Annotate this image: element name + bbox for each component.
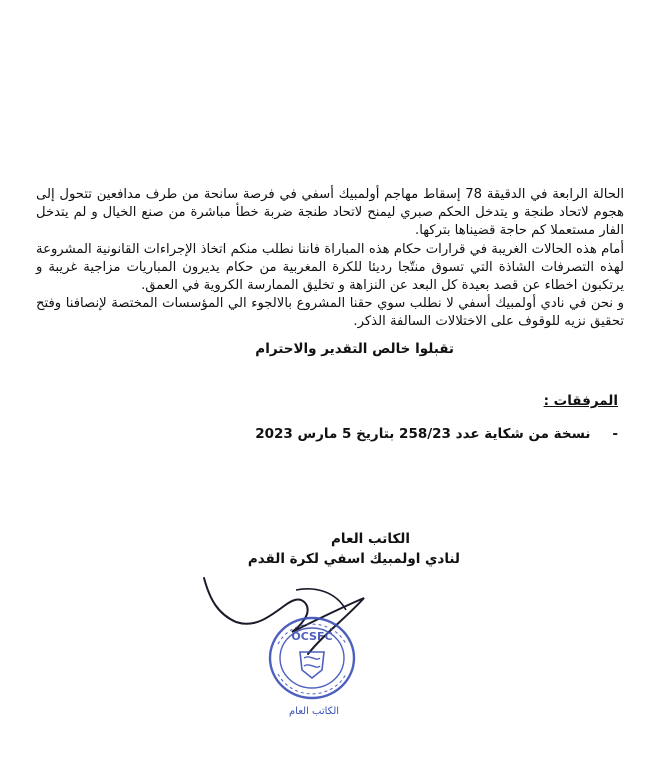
signature-title: الكاتب العام xyxy=(331,531,410,547)
attachment-item xyxy=(255,426,618,442)
stamp-bottom-text: الكاتب العام xyxy=(288,706,340,717)
paragraph-club-demand: و نحن في نادي أولمبيك أسفي لا نطلب سوي حقنا المشروع بالالجوء الي المؤسسات المختصة لإنصافنا وفتح تحقيق نزيه للوقوف على الاختلالات السالفة الذكر. xyxy=(36,296,624,330)
letter-body xyxy=(36,186,624,332)
paragraph-request: أمام هذه الحالات الغريبة في قرارات حكام هذه المباراة فاننا نطلب منكم اتخاذ الإجراءات القانونية المشروعة لهذه التصرفات الشاذة التي تسوق منتّجا رديئا للكرة المغربية من حكام يديرون المباريات مزاجية غريبة و يرتكبون اخطاء عن قصد بعيدة كل البعد عن النزاهة و تخليق الممارسة الكروية في العمق. xyxy=(36,241,624,294)
stamp-logo-text: OCSFC xyxy=(291,630,333,643)
club-stamp-signature xyxy=(196,570,376,720)
signature-club: لنادي اولمبيك اسفي لكرة القدم xyxy=(247,551,460,567)
attachments-heading: المرفقات : xyxy=(543,393,618,409)
paragraph-fourth-case: الحالة الرابعة في الدقيقة 78 إسقاط مهاجم أولمبيك أسفي في فرصة سانحة من طرف مدافعين تتحول إلى هجوم لاتحاد طنجة و يتدخل الحكم صبري ليمنح لاتحاد طنجة ضربة خطأ مباشرة من صنع الخيال و لم يتدخل الفار مستعملا كم حاجة قضيناها بتركها. xyxy=(36,187,624,239)
closing-line: تقبلوا خالص التقدير والاحترام xyxy=(255,341,454,357)
attachment-dash: - xyxy=(612,426,618,442)
stamp-seal xyxy=(270,618,354,698)
attachment-text: نسخة من شكاية عدد 258/23 بتاريخ 5 مارس 2023 xyxy=(255,426,591,442)
